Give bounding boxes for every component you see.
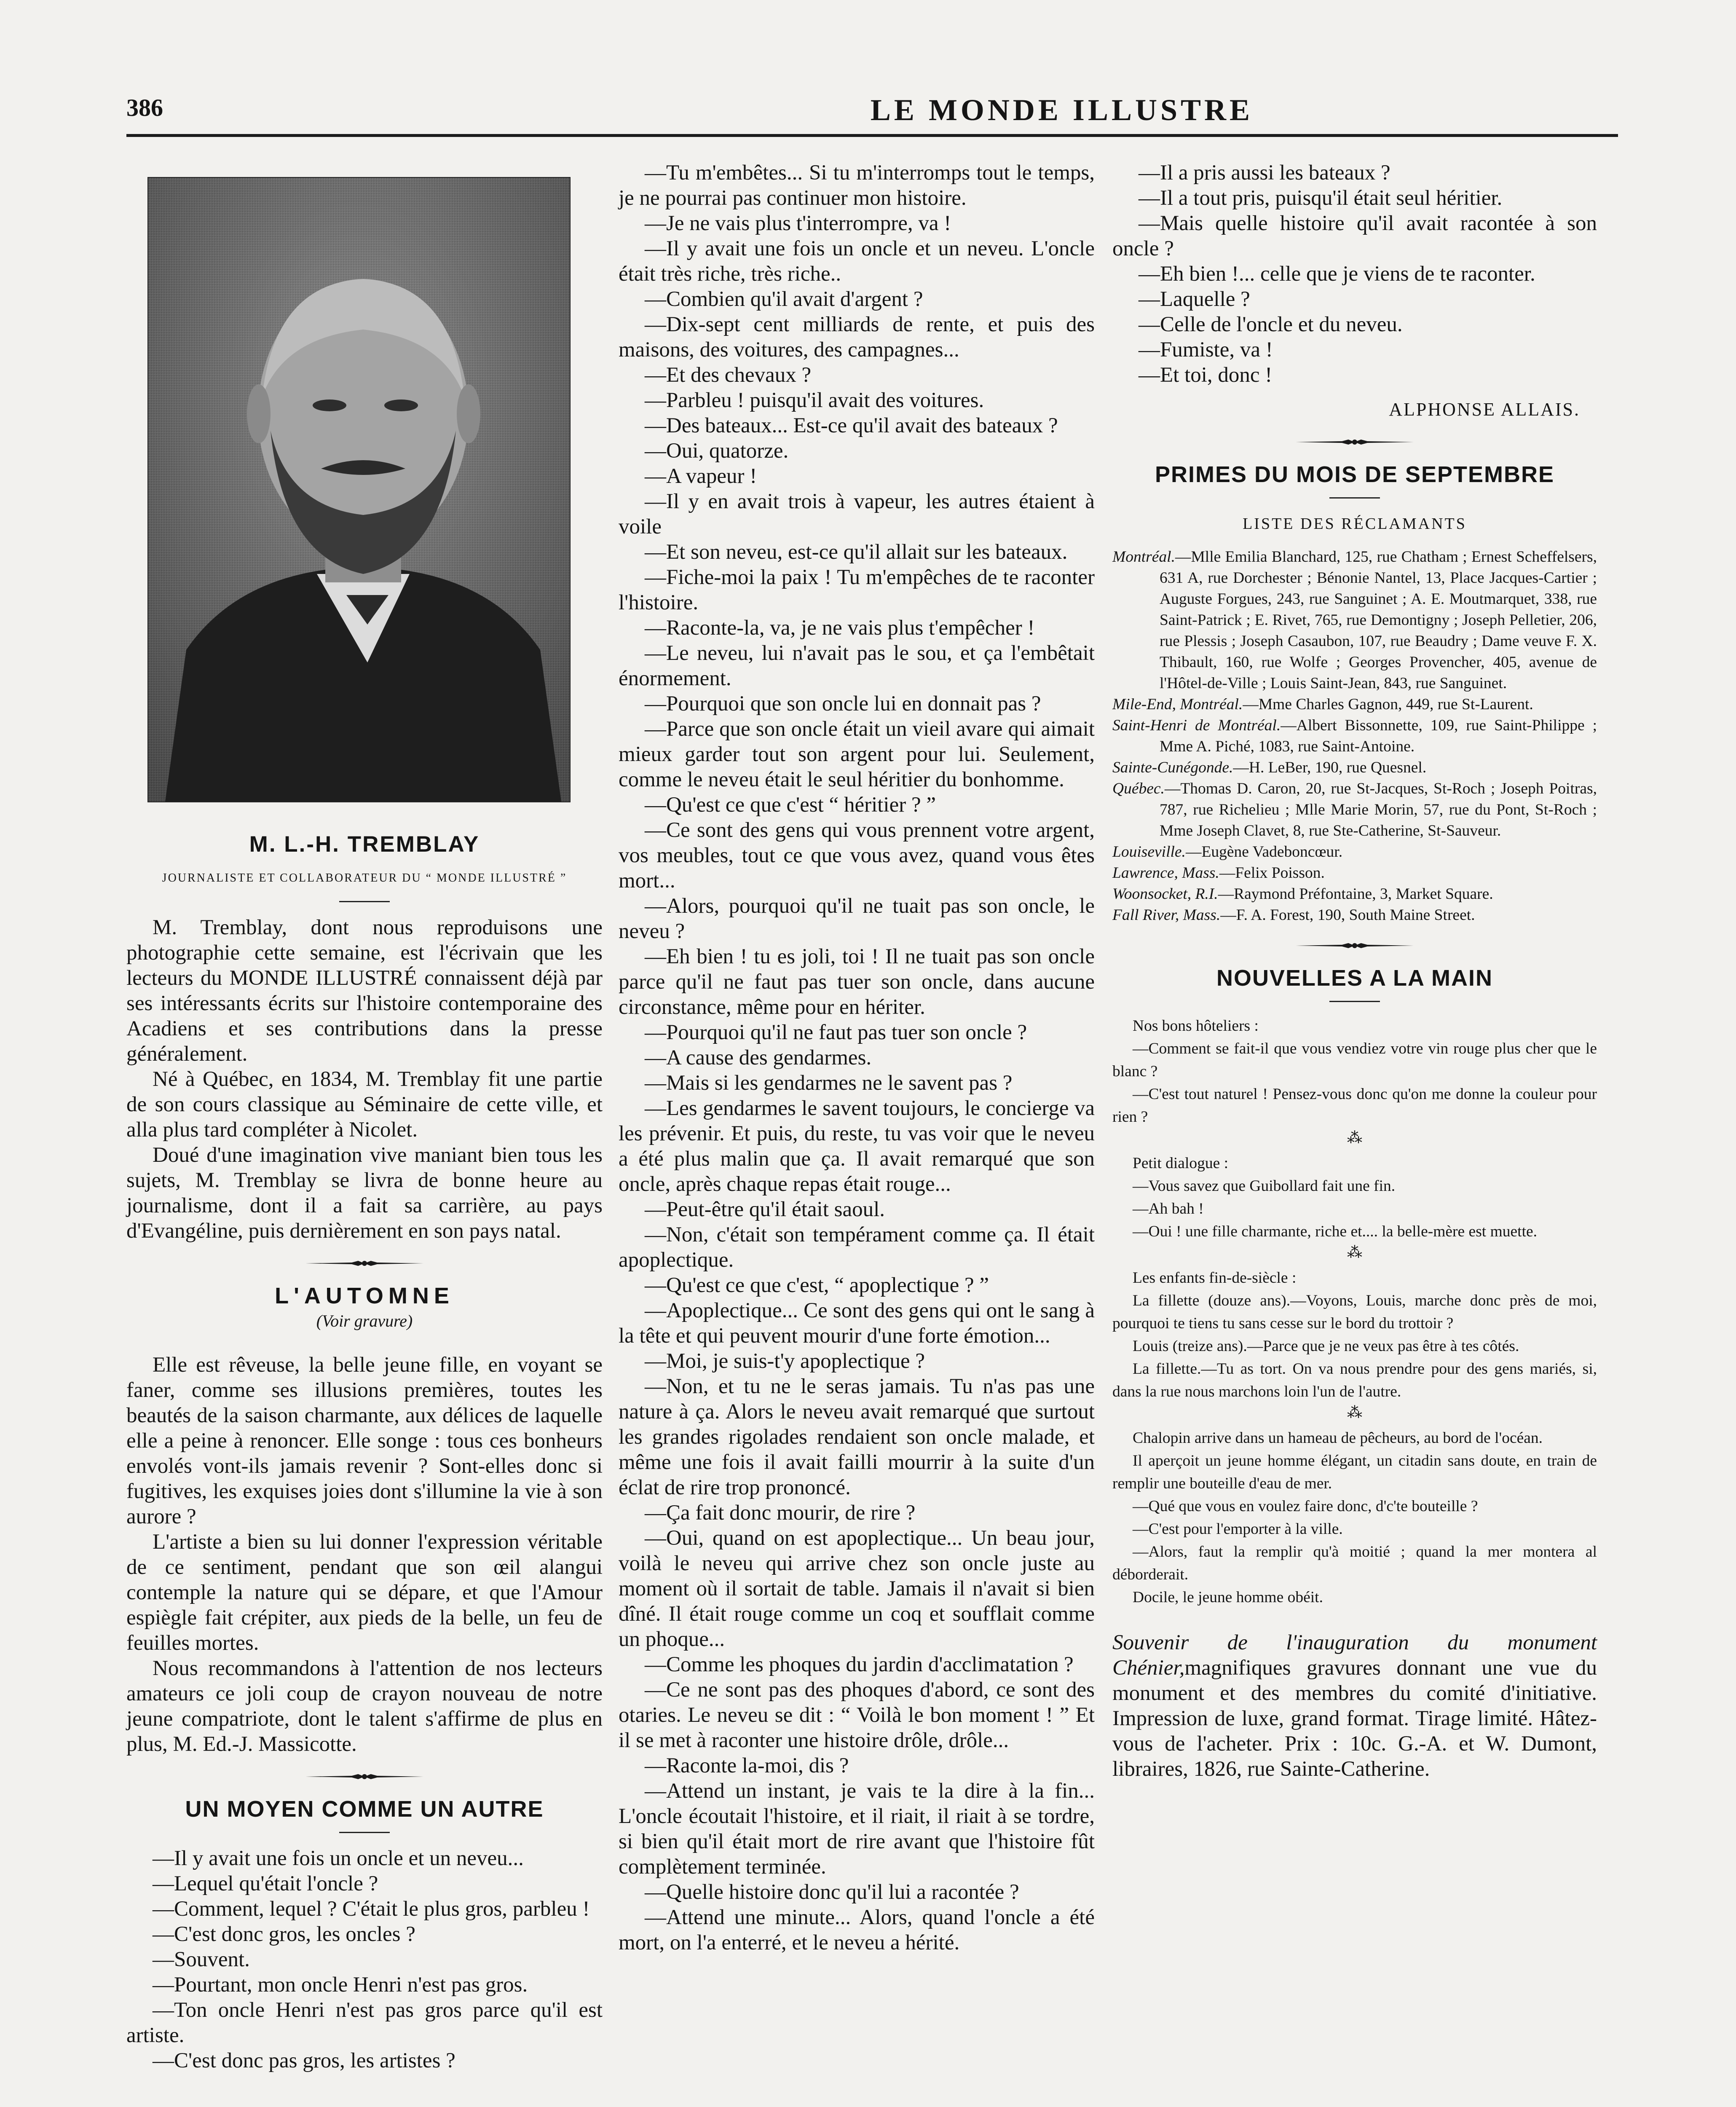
automne-paragraph: Nous recommandons à l'attention de nos lecteurs amateurs ce joli coup de crayon nouveau de notre jeune compatriote, dont le talent s'affirme de plus en plus, M. Ed.-J. Massicotte.	[126, 1657, 603, 1756]
dialogue-line: —Pourtant, mon oncle Henri n'est pas gros.	[153, 1973, 528, 1997]
portrait-photo	[147, 177, 571, 802]
dialogue-line: —Non, et tu ne le seras jamais. Tu n'as pas une nature à ça. Alors le neveu avait remarqué que surtout les grandes rigolades rendaient son oncle malade, et même une fois il avait failli mourrir à la suite d'un éclat de rire trop prononcé.	[619, 1375, 1095, 1499]
asterism-divider: ⁂	[1347, 1129, 1362, 1146]
nouvelle-line: —Oui ! une fille charmante, riche et.... la belle-mère est muette.	[1133, 1223, 1538, 1240]
dialogue-line: —Dix-sept cent milliards de rente, et puis des maisons, des voitures, des campagnes...	[619, 313, 1095, 362]
dialogue-line: —Attend un instant, je vais te la dire à la fin... L'oncle écoutait l'histoire, et il riait, il riait à se tordre, si bien qu'il était mort de rire avant que l'histoire fût complètement terminée.	[619, 1779, 1095, 1879]
dialogue-line: —A vapeur !	[645, 464, 757, 488]
place-name: Woonsocket, R.I.	[1112, 885, 1218, 903]
masthead: LE MONDE ILLUSTRE	[870, 93, 1254, 127]
dialogue-line: —C'est donc gros, les oncles ?	[153, 1922, 415, 1946]
nouvelle-line: Nos bons hôteliers :	[1133, 1017, 1259, 1035]
dialogue-line: —Ce sont des gens qui vous prennent votre argent, vos meubles, tout ce que vous avez, quand vous êtes mort...	[619, 818, 1095, 893]
dialogue-line: —Apoplectique... Ce sont des gens qui ont le sang à la tête et qui peuvent mourir d'une forte émotion...	[619, 1299, 1095, 1348]
dialogue-line: —Lequel qu'était l'oncle ?	[153, 1872, 378, 1895]
section-ornament	[1296, 943, 1414, 949]
automne-paragraph: L'artiste a bien su lui donner l'expression véritable de ce sentiment, pendant que son œil alangui contemple la nature qui se dépare, et que l'Amour espiègle fait crépiter, aux pieds de la belle, un feu de feuilles mortes.	[126, 1530, 603, 1655]
dialogue-line: —C'est donc pas gros, les artistes ?	[153, 2049, 455, 2072]
column-left	[126, 177, 603, 2073]
author-signature: ALPHONSE ALLAIS.	[1389, 399, 1580, 420]
list-item	[1112, 715, 1597, 757]
short-rule	[339, 901, 390, 902]
dialogue-line: —Il a pris aussi les bateaux ?	[1139, 161, 1390, 185]
dialogue-line: —Souvent.	[153, 1948, 250, 1971]
dialogue-line: —Il y avait une fois un oncle et un neveu. L'oncle était très riche, très riche..	[619, 237, 1095, 286]
place-name: Saint-Henri de Montréal.	[1112, 717, 1281, 734]
dialogue-line: —Oui, quand on est apoplectique... Un beau jour, voilà le neveu qui arrive chez son oncle juste au moment où il sortait de table. Jamais il n'avait si bien dîné. Il était rouge comme un coq et soufflait comme un phoque...	[619, 1526, 1095, 1651]
dialogue-line: —Qu'est ce que c'est “ héritier ? ”	[645, 793, 936, 817]
automne-title: L'AUTOMNE	[275, 1283, 454, 1308]
dialogue-line: —Et toi, donc !	[1139, 363, 1273, 387]
place-name: Lawrence, Mass.	[1112, 864, 1219, 882]
reclamant-text: —Eugène Vadeboncœur.	[1185, 843, 1343, 860]
moyen-title: UN MOYEN COMME UN AUTRE	[185, 1796, 544, 1822]
column-middle	[619, 160, 1095, 1955]
reclamant-text: —Felix Poisson.	[1219, 864, 1325, 882]
short-rule	[1329, 1001, 1380, 1002]
dialogue-line: —Les gendarmes le savent toujours, le concierge va les prévenir. Et puis, du reste, tu vas voir que le neveu a été plus malin que ça. Il avait remarqué que son oncle, après chaque repas était rouge...	[619, 1096, 1095, 1196]
portrait-illustration	[148, 178, 570, 802]
dialogue-line: —Parbleu ! puisqu'il avait des voitures.	[645, 389, 984, 412]
dialogue-line: —Fiche-moi la paix ! Tu m'empêches de te raconter l'histoire.	[619, 566, 1095, 614]
portrait-subcaption: JOURNALISTE ET COLLABORATEUR DU “ MONDE ILLUSTRÉ ”	[162, 871, 567, 885]
list-item	[1112, 778, 1597, 842]
bio-paragraph: Né à Québec, en 1834, M. Tremblay fit une partie de son cours classique au Séminaire de cette ville, et alla plus tard compléter à Nicolet.	[126, 1067, 603, 1142]
reclamants-list-title: LISTE DES RÉCLAMANTS	[1243, 515, 1467, 533]
dialogue-line: —Non, c'était son tempérament comme ça. Il était apoplectique.	[619, 1223, 1095, 1272]
automne-subtitle: (Voir gravure)	[316, 1311, 413, 1330]
asterism-divider: ⁂	[1347, 1404, 1362, 1421]
nouvelle-line: —Vous savez que Guibollard fait une fin.	[1133, 1177, 1396, 1195]
list-item	[1112, 842, 1597, 863]
nouvelle-line: —Ah bah !	[1133, 1200, 1204, 1217]
nouvelle-line: Il aperçoit un jeune homme élégant, un citadin sans doute, en train de remplir une bouteille d'eau de mer.	[1112, 1452, 1597, 1492]
nouvelle-line: —C'est pour l'emporter à la ville.	[1133, 1520, 1343, 1538]
dialogue-line: —Ton oncle Henri n'est pas gros parce qu'il est artiste.	[126, 1998, 603, 2047]
dialogue-line: —Qu'est ce que c'est, “ apoplectique ? ”	[645, 1273, 989, 1297]
list-item	[1112, 905, 1597, 926]
asterism-divider: ⁂	[1347, 1244, 1362, 1261]
dialogue-line: —Comme les phoques du jardin d'acclimatation ?	[645, 1653, 1074, 1676]
nouvelle-line: —Qué que vous en voulez faire donc, d'c'te bouteille ?	[1133, 1498, 1478, 1515]
dialogue-line: —Mais quelle histoire qu'il avait racontée à son oncle ?	[1112, 212, 1597, 260]
header-rule	[126, 134, 1618, 137]
reclamant-text: —Thomas D. Caron, 20, rue St-Jacques, St-Roch ; Joseph Poitras, 787, rue Richelieu ; Mlle Marie Morin, 57, rue du Pont, St-Roch ; Mme Joseph Clavet, 8, rue Ste-Catherine, St-Sauveur.	[1160, 780, 1597, 839]
nouvelle-line: Chalopin arrive dans un hameau de pêcheurs, au bord de l'océan.	[1133, 1429, 1543, 1447]
section-ornament	[305, 1260, 423, 1266]
primes-title: PRIMES DU MOIS DE SEPTEMBRE	[1155, 462, 1555, 487]
dialogue-line: —Celle de l'oncle et du neveu.	[1139, 313, 1403, 336]
dialogue-line: —Eh bien ! tu es joli, toi ! Il ne tuait pas son oncle parce qu'il ne faut pas tuer son oncle, dans aucune circonstance, même pour en hériter.	[619, 945, 1095, 1019]
dialogue-line: —A cause des gendarmes.	[645, 1046, 872, 1070]
list-item	[1112, 694, 1597, 715]
bio-paragraph: M. Tremblay, dont nous reproduisons une photographie cette semaine, est l'écrivain que les lecteurs du MONDE ILLUSTRÉ connaissent déjà par ses intéressants écrits sur l'histoire contemporaine des Acadiens et ses contributions dans la presse généralement.	[126, 916, 603, 1066]
nouvelle-line: —Alors, faut la remplir qu'à moitié ; quand la mer montera al déborderait.	[1112, 1543, 1597, 1583]
nouvelle-line: La fillette.—Tu as tort. On va nous prendre pour des gens mariés, si, dans la rue nous marchons loin l'un de l'autre.	[1112, 1360, 1597, 1400]
reclamant-text: —Mlle Emilia Blanchard, 125, rue Chatham ; Ernest Scheffelsers, 631 A, rue Dorchester ; Bénonie Nantel, 13, Place Jacques-Cartier ; Auguste Forgues, 243, rue Sanguinet ; A. E. Moutmarquet, 338, rue Saint-Patrick ; E. Rivet, 765, rue Demontigny ; Joseph Pelletier, 206, rue Plessis ; Joseph Casaubon, 107, rue Beaudry ; Dame veuve F. X. Thibault, 160, rue Wolfe ; Georges Provencher, 405, avenue de l'Hôtel-de-Ville ; Louis Saint-Jean, 843, rue Sanguinet.	[1160, 548, 1597, 692]
section-ornament	[305, 1774, 423, 1780]
nouvelle-line: La fillette (douze ans).—Voyons, Louis, marche donc près de moi, pourquoi te tiens tu sans cesse sur le bord du trottoir ?	[1112, 1292, 1597, 1332]
dialogue-line: —Attend une minute... Alors, quand l'oncle a été mort, on l'a enterré, et le neveu a hérité.	[619, 1906, 1095, 1954]
dialogue-line: —Pourquoi qu'il ne faut pas tuer son oncle ?	[645, 1021, 1027, 1044]
dialogue-line: —Parce que son oncle était un vieil avare qui aimait mieux garder tout son argent pour lui. Seulement, comme le neveu était le seul héritier du bonhomme.	[619, 717, 1095, 791]
dialogue-line: —Raconte-la, va, je ne vais plus t'empêcher !	[645, 616, 1035, 640]
reclamants-list	[1112, 547, 1597, 926]
dialogue-line: —Raconte la-moi, dis ?	[645, 1754, 849, 1777]
nouvelle-line: Louis (treize ans).—Parce que je ne veux pas être à tes côtés.	[1133, 1338, 1519, 1355]
dialogue-line: —Alors, pourquoi qu'il ne tuait pas son oncle, le neveu ?	[619, 894, 1095, 943]
place-name: Québec.	[1112, 780, 1165, 797]
dialogue-line: —Comment, lequel ? C'était le plus gros, parbleu !	[153, 1897, 590, 1921]
dialogue-line: —Et son neveu, est-ce qu'il allait sur les bateaux.	[645, 540, 1068, 564]
dialogue-line: —Fumiste, va !	[1139, 338, 1273, 362]
list-item	[1112, 547, 1597, 694]
moyen-dialogue	[126, 1846, 603, 2073]
portrait-caption: M. L.-H. TREMBLAY	[249, 832, 480, 857]
dialogue-line: —Ce ne sont pas des phoques d'abord, ce sont des otaries. Le neveu se dit : “ Voilà le bon moment ! ” Et il se met à raconter une histoire drôle, drôle...	[619, 1678, 1095, 1752]
dialogue-line: —Le neveu, lui n'avait pas le sou, et ça l'embêtait énormement.	[619, 641, 1095, 690]
dialogue-line: —Mais si les gendarmes ne le savent pas ?	[645, 1071, 1013, 1095]
reclamant-text: —F. A. Forest, 190, South Maine Street.	[1220, 906, 1475, 924]
nouvelles-section	[1112, 1015, 1597, 1609]
dialogue-line: —Il y en avait trois à vapeur, les autres étaient à voile	[619, 490, 1095, 539]
dialogue-line: —Combien qu'il avait d'argent ?	[645, 287, 923, 311]
reclamant-text: —Raymond Préfontaine, 3, Market Square.	[1218, 885, 1493, 903]
dialogue-line: —Oui, quatorze.	[645, 439, 789, 463]
ad-title: Souvenir de l'inauguration du monument Chénier,	[1112, 1631, 1597, 1680]
dialogue-line: —Il y avait une fois un oncle et un neveu...	[153, 1847, 524, 1870]
dialogue-end	[1112, 160, 1597, 388]
nouvelle-line: Petit dialogue :	[1133, 1155, 1229, 1172]
list-item	[1112, 863, 1597, 884]
dialogue-line: —Pourquoi que son oncle lui en donnait pas ?	[645, 692, 1041, 716]
bio-paragraph: Doué d'une imagination vive maniant bien tous les sujets, M. Tremblay se livra de bonne heure au journalisme, dont il a fait sa carrière, au pays d'Evangéline, puis dernièrement en son pays natal.	[126, 1143, 603, 1243]
dialogue-line: —Il a tout pris, puisqu'il était seul héritier.	[1139, 186, 1503, 210]
advertisement	[1112, 1630, 1597, 1782]
page-number: 386	[126, 94, 163, 121]
automne-paragraph: Elle est rêveuse, la belle jeune fille, en voyant se faner, comme ses illusions premières, toutes les beautés de la saison charmante, aux délices de laquelle elle a peine à renoncer. Elle songe : tous ces bonheurs envolés vont-ils jamais revenir ? Sont-elles donc si fugitives, les exquises joies dont s'illumine la vie à son aurore ?	[126, 1353, 603, 1528]
dialogue-line: —Moi, je suis-t'y apoplectique ?	[645, 1349, 925, 1373]
nouvelle-line: Docile, le jeune homme obéit.	[1133, 1589, 1323, 1606]
nouvelles-title: NOUVELLES A LA MAIN	[1216, 965, 1493, 991]
dialogue-line: —Laquelle ?	[1139, 287, 1250, 311]
dialogue-line: —Peut-être qu'il était saoul.	[645, 1198, 885, 1221]
place-name: Sainte-Cunégonde.	[1112, 759, 1233, 776]
list-item	[1112, 757, 1597, 778]
nouvelle-line: —Comment se fait-il que vous vendiez votre vin rouge plus cher que le blanc ?	[1112, 1040, 1597, 1080]
reclamant-text: —Albert Bissonnette, 109, rue Saint-Philippe ; Mme A. Piché, 1083, rue Saint-Antoine.	[1160, 717, 1597, 755]
short-rule	[339, 1832, 390, 1833]
dialogue-line: —Tu m'embêtes... Si tu m'interromps tout le temps, je ne pourrai pas continuer mon histoire.	[619, 161, 1095, 210]
place-name: Mile-End, Montréal.	[1112, 696, 1243, 713]
nouvelle-line: Les enfants fin-de-siècle :	[1133, 1269, 1297, 1287]
place-name: Fall River, Mass.	[1112, 906, 1221, 924]
reclamant-text: —H. LeBer, 190, rue Quesnel.	[1233, 759, 1427, 776]
dialogue-line: —Eh bien !... celle que je viens de te raconter.	[1139, 262, 1535, 286]
dialogue-line: —Je ne vais plus t'interrompre, va !	[645, 212, 951, 235]
ad-text: magnifiques gravures donnant une vue du monument et des membres du comité d'initiative. Impression de luxe, grand format. Tirage limité. Hâtez-vous de l'acheter. Prix : 10c. G.-A. et W. Dumont, libraires, 1826, rue Sainte-Catherine.	[1112, 1656, 1597, 1781]
list-item	[1112, 884, 1597, 905]
nouvelle-line: —C'est tout naturel ! Pensez-vous donc qu'on me donne la couleur pour rien ?	[1112, 1086, 1597, 1126]
place-name: Montréal.	[1112, 548, 1175, 566]
dialogue-line: —Ça fait donc mourir, de rire ?	[645, 1501, 916, 1525]
column-right	[1112, 160, 1597, 1782]
dialogue-line: —Des bateaux... Est-ce qu'il avait des bateaux ?	[645, 414, 1058, 437]
place-name: Louiseville.	[1112, 843, 1186, 860]
dialogue-line: —Quelle histoire donc qu'il lui a racontée ?	[645, 1880, 1019, 1904]
short-rule	[1329, 497, 1380, 499]
section-ornament	[1296, 439, 1414, 445]
reclamant-text: —Mme Charles Gagnon, 449, rue St-Laurent.	[1243, 696, 1533, 713]
dialogue-line: —Et des chevaux ?	[645, 363, 812, 387]
